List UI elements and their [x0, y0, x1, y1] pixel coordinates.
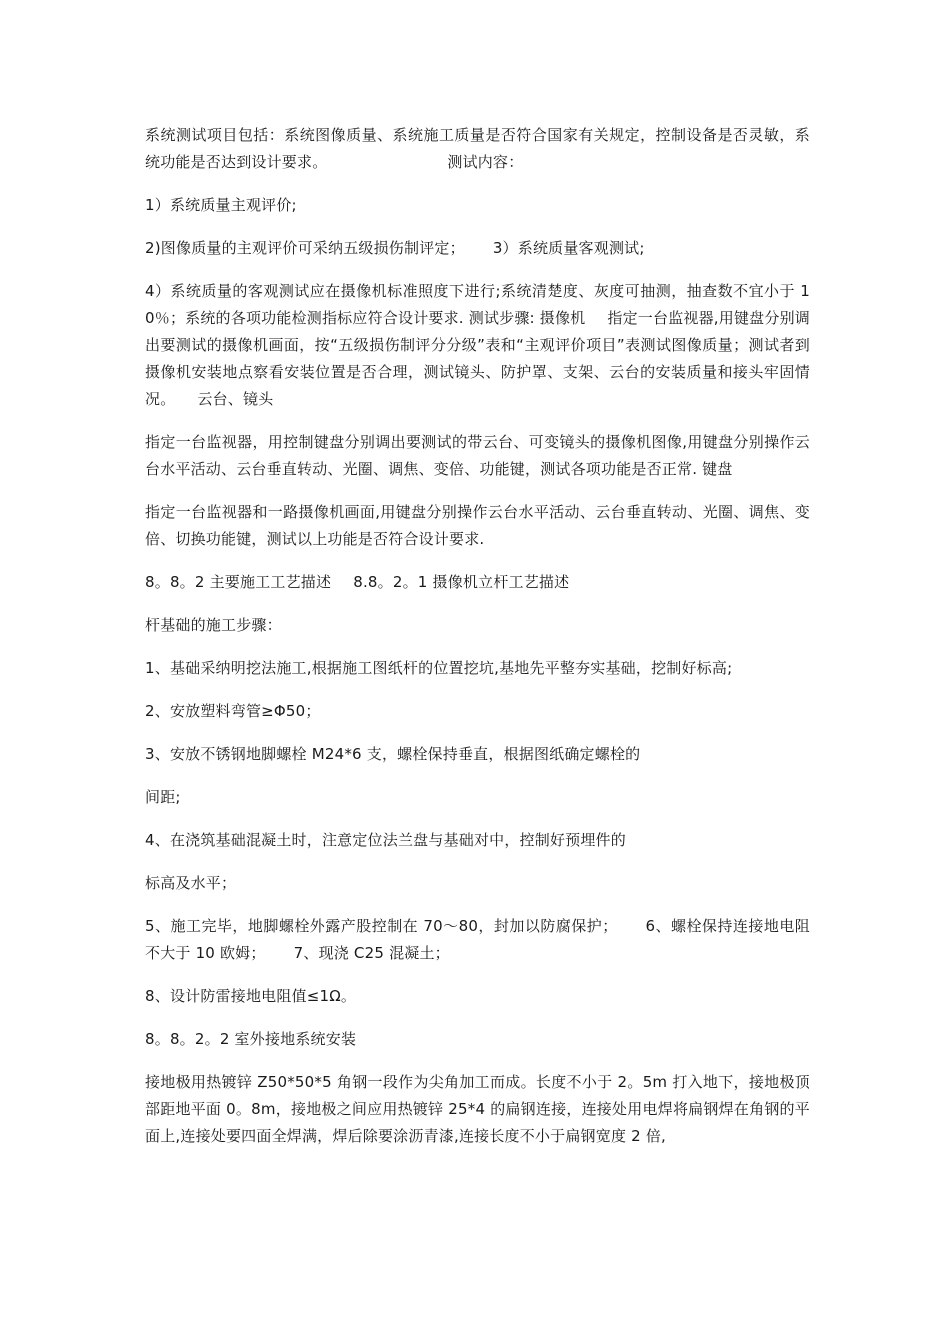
- text-run: 接地极用热镀锌 Z50*50*5 角钢一段作为尖角加工而成。长度不小于 2。5m 打入地下，接地极顶部距地平面 0。8m，接地极之间应用热镀锌 25*4 的扁钢连接，连接处用电焊将扁钢焊在角钢的平面上,连接处要四面全焊满，焊后除要涂沥青漆,连接长度不小于扁钢宽度 2 倍,: [145, 1073, 810, 1145]
- paragraph-ptz-test: [145, 429, 810, 483]
- paragraph-subsection-heading: [145, 1026, 810, 1053]
- text-run: 系统测试项目包括：系统图像质量、系统施工质量是否符合国家有关规定，控制设备是否灵敏，系统功能是否达到设计要求。: [145, 126, 810, 171]
- text-run: 间距;: [145, 788, 181, 806]
- text-run: 6、螺栓保持连接地电阻不大于 10 欧姆；: [145, 917, 811, 962]
- paragraph-foundation-steps: [145, 612, 810, 639]
- paragraph-item-4: [145, 278, 810, 413]
- text-run: 2)图像质量的主观评价可采纳五级损伤制评定；: [145, 239, 465, 257]
- text-run: 标高及水平；: [145, 874, 237, 892]
- paragraph-step-4-cont: [145, 870, 810, 897]
- text-run: 8、设计防雷接地电阻值≤1Ω。: [145, 987, 357, 1005]
- paragraph-step-4: [145, 827, 810, 854]
- text-run: 3）系统质量客观测试;: [492, 239, 645, 257]
- text-run: 8。8。2 主要施工工艺描述: [145, 573, 332, 591]
- paragraph-step-5-7: [145, 913, 810, 967]
- paragraph-grounding: [145, 1069, 810, 1150]
- text-run: 杆基础的施工步骤：: [145, 616, 282, 634]
- paragraph-step-1: [145, 655, 810, 682]
- text-run: 4、在浇筑基础混凝土时，注意定位法兰盘与基础对中，控制好预埋件的: [145, 831, 626, 849]
- text-run: 指定一台监视器,用键盘分别调出要测试的摄像机画面，按“五级损伤制评分分级”表和“主观评价项目”表测试图像质量；测试者到摄像机安装地点察看安装位置是否合理，测试镜头、防护罩、支架、云台的安装质量和接头牢固情况。: [145, 309, 810, 408]
- text-run: 指定一台监视器和一路摄像机画面,用键盘分别操作云台水平活动、云台垂直转动、光圈、调焦、变倍、切换功能键，测试以上功能是否符合设计要求.: [145, 503, 810, 548]
- text-run: 2、安放塑料弯管≥Φ50；: [145, 702, 321, 720]
- text-run: 4）系统质量的客观测试应在摄像机标准照度下进行;系统清楚度、灰度可抽测，抽查数不宜小于 10％；系统的各项功能检测指标应符合设计要求. 测试步骤: 摄像机: [145, 282, 810, 327]
- paragraph-item-1: [145, 192, 810, 219]
- paragraph-step-3-cont: [145, 784, 810, 811]
- text-run: 云台、镜头: [197, 390, 274, 408]
- paragraph-step-8: [145, 983, 810, 1010]
- paragraph-section-heading: [145, 569, 810, 596]
- text-run: 8.8。2。1 摄像机立杆工艺描述: [353, 573, 570, 591]
- text-run: 1）系统质量主观评价;: [145, 196, 297, 214]
- paragraph-item-2-3: [145, 235, 810, 262]
- text-run: 5、施工完毕，地脚螺栓外露产股控制在 70～80，封加以防腐保护；: [145, 917, 618, 935]
- document-body: [145, 122, 810, 1166]
- text-run: 1、基础采纳明挖法施工,根据施工图纸杆的位置挖坑,基地先平整夯实基础，挖制好标高;: [145, 659, 733, 677]
- text-run: 3、安放不锈钢地脚螺栓 M24*6 支，螺栓保持垂直，根据图纸确定螺栓的: [145, 745, 641, 763]
- text-run: 7、现浇 C25 混凝土；: [293, 944, 450, 962]
- text-run: 8。8。2。2 室外接地系统安装: [145, 1030, 357, 1048]
- text-run: 指定一台监视器，用控制键盘分别调出要测试的带云台、可变镜头的摄像机图像,用键盘分别操作云台水平活动、云台垂直转动、光圈、调焦、变倍、功能键，测试各项功能是否正常. 键盘: [145, 433, 810, 478]
- paragraph-step-3: [145, 741, 810, 768]
- text-run: 测试内容：: [447, 153, 524, 171]
- paragraph-step-2: [145, 698, 810, 725]
- paragraph-keyboard-test: [145, 499, 810, 553]
- paragraph-test-scope: [145, 122, 810, 176]
